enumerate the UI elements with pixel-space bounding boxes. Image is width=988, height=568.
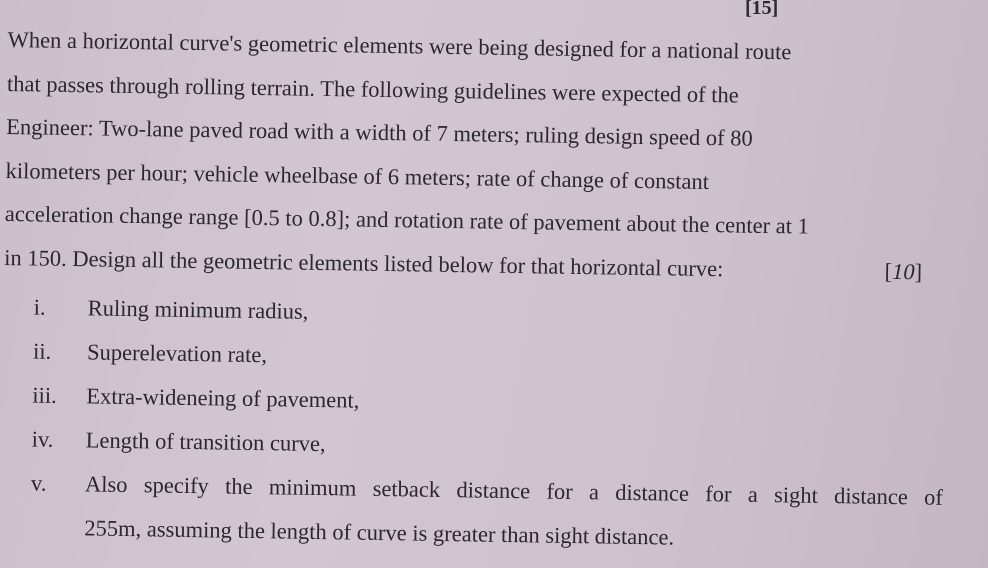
list-item-number: v. [30,470,47,496]
paragraph-line-6-text: in 150. Design all the geometric elements listed below for that horizontal curve: [4,244,724,281]
paragraph-line-1: When a horizontal curve's geometric elements were being designed for a national route [7,26,792,65]
element-list [0,294,960,568]
list-item-number: iii. [32,382,58,408]
paragraph-line-5: acceleration change range [0.5 to 0.8]; and rotation rate of pavement about the center at 1 [4,200,810,239]
list-item-text: Length of transition curve, [85,427,326,457]
list-item-text: Ruling minimum radius, [87,295,309,324]
list-item-text: Extra-wideneing of pavement, [86,383,360,413]
sub-marks: [10] [884,258,923,284]
list-item-continuation-text: 255m, assuming the length of curve is greater than sight distance. [84,515,675,550]
paragraph-line-2: that passes through rolling terrain. The following guidelines were expected of the [6,70,739,107]
list-item-number: ii. [32,338,52,364]
list-item-text: Superelevation rate, [86,339,268,368]
paragraph-line-3: Engineer: Two-lane paved road with a width of 7 meters; ruling design speed of 80 [6,113,753,151]
question-paragraph [4,18,948,294]
paragraph-line-4: kilometers per hour; vehicle wheelbase of 6 meters; rate of change of constant [5,157,710,194]
list-item-text: Also specify the minimum setback distance for a distance for a sight distance of [84,471,944,510]
list-item-number: iv. [31,426,54,452]
question-marks: [15] [745,0,779,19]
list-item-number: i. [33,294,46,320]
